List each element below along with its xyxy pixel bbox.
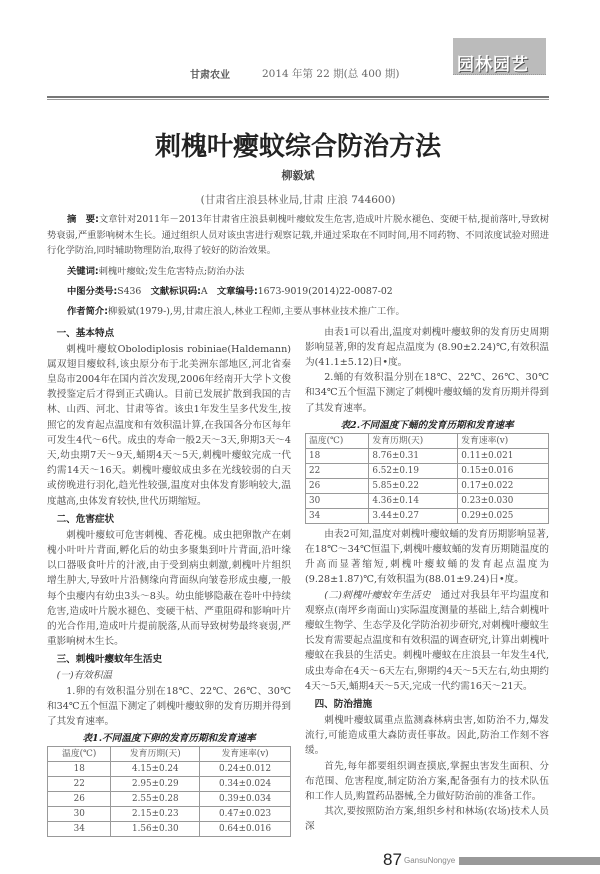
table-cell: 0.34±0.024 xyxy=(200,777,291,792)
table-cell: 0.24±0.012 xyxy=(200,762,291,777)
column-logo-text: 园林园艺 xyxy=(457,55,529,75)
author-intro xyxy=(47,304,549,319)
article-author: 柳毅斌 xyxy=(281,169,315,182)
doc-code-label: 文献标识码: xyxy=(150,285,201,297)
table-cell: 0.11±0.021 xyxy=(458,448,549,463)
page-number: 87 xyxy=(383,850,402,870)
table-header-row xyxy=(306,433,549,448)
table-row xyxy=(306,493,549,508)
table-cell: 26 xyxy=(306,478,369,493)
table-1 xyxy=(47,746,291,837)
table-row xyxy=(48,777,291,792)
table-caption: 表1.不同温度下卵的发育历期和发育速率 xyxy=(82,733,256,745)
paragraph-text: 通过对我县年平均温度和观察点(南坪乡南面山)实际温度测量的基础上,结合刺槐叶瘿蚊生物学、生态学及化学防治初步研究,对刺槐叶瘿蚊生长发育需要起点温度和有效积温的调查研究,计算出刺槐叶瘿蚊在我县的生活史。刺槐叶瘿蚊在庄浪县一年发生4代,成虫寿命在4天～6天左右,卵期约4天～5天左右,幼虫期约4天～5天,蛹期4天～5天,完成一代约需16天～21天。 xyxy=(305,589,549,692)
paragraph: 刺槐叶瘿蚊可危害刺槐、香花槐。成虫把卵散产在刺槐小叶叶片背面,孵化后的幼虫多聚集到叶片背面,沿叶缘以口器吸食叶片的汁液,由于受到病虫刺激,刺槐叶片组织增生肿大,导致叶片沿侧缘向背面纵向皱卷形成虫瘿,一般每个虫瘿内有幼虫3头～8头。幼虫能够隐蔽在卷叶中持续危害,造成叶片脱水褪色、变硬干枯、严重阻碍和影响叶片的光合作用,造成叶片提前脱落,从而导致树势最终衰弱,严重影响树木生长。 xyxy=(47,529,291,648)
paragraph: 1.卵的有效积温分别在18℃、22℃、26℃、30℃和34℃五个恒温下测定了刺槐叶瘿蚊卵的发育历期并得到了其发育速率。 xyxy=(47,685,291,727)
table-cell: 30 xyxy=(306,493,369,508)
table-cell: 0.64±0.016 xyxy=(200,822,291,837)
table-cell: 2.95±0.29 xyxy=(111,777,200,792)
table-row xyxy=(306,478,549,493)
abstract xyxy=(47,212,549,259)
table-row xyxy=(48,807,291,822)
journal-name: 甘肃农业 xyxy=(190,70,230,81)
table-row xyxy=(306,448,549,463)
paragraph xyxy=(305,588,549,694)
table-cell: 2.15±0.23 xyxy=(111,807,200,822)
table-cell: 34 xyxy=(306,508,369,523)
table-cell: 1.56±0.30 xyxy=(111,822,200,837)
paragraph: 2.蛹的有效积温分别在18℃、22℃、26℃、30℃和34℃五个恒温下测定了刺槐叶瘿蚊蛹的发育历期并得到了其发育速率。 xyxy=(305,372,549,414)
table-cell: 0.23±0.030 xyxy=(458,493,549,508)
table-cell: 5.85±0.22 xyxy=(369,478,458,493)
table-cell: 6.52±0.19 xyxy=(369,463,458,478)
column-logo xyxy=(453,38,546,75)
keywords-text: 刺槐叶瘿蚊;发生危害特点;防治办法 xyxy=(98,265,245,277)
header-rule xyxy=(47,96,549,100)
paragraph: 首先,每年都要组织调查摸底,掌握虫害发生面积、分布范围、危害程度,制定防治方案,配备强有力的技术队伍和工作人员,购置药品器械,全力做好防治前的准备工作。 xyxy=(305,760,549,802)
table-row xyxy=(306,463,549,478)
table-cell: 8.76±0.31 xyxy=(369,448,458,463)
classification xyxy=(47,284,549,299)
footer-bar xyxy=(459,857,600,865)
table-row xyxy=(48,822,291,837)
page-footer xyxy=(47,850,549,874)
paragraph: 其次,要按照防治方案,组织乡村和林场(农场)技术人员深 xyxy=(305,806,549,833)
article-no-value: 1673-9019(2014)22-0087-02 xyxy=(257,285,393,297)
table-2 xyxy=(305,433,549,524)
paragraph: 由表1可以看出,温度对刺槐叶瘿蚊卵的发育历史周期影响显著,卵的发育起点温度为 (8.90±2.24)℃,有效积温为(41.1±5.12)日•度。 xyxy=(305,326,549,368)
doc-code-value: A xyxy=(200,285,208,297)
paragraph: 刺槐叶瘿蚊属重点监测森林病虫害,如防治不力,爆发流行,可能造成重大森防责任事故。因此,防治工作刻不容缓。 xyxy=(305,714,549,757)
table-cell: 0.29±0.025 xyxy=(458,508,549,523)
table-cell: 34 xyxy=(48,822,111,837)
subsection-heading: (一)有效积温 xyxy=(56,670,113,682)
left-column xyxy=(47,325,291,841)
issue-info: 2014 年第 22 期(总 400 期) xyxy=(262,68,400,80)
table-header: 发育速率(v) xyxy=(458,433,549,448)
table-cell: 26 xyxy=(48,792,111,807)
table-cell: 0.15±0.016 xyxy=(458,463,549,478)
keywords xyxy=(47,264,549,279)
table-cell: 0.39±0.034 xyxy=(200,792,291,807)
table-row xyxy=(48,762,291,777)
right-column xyxy=(305,325,549,835)
keywords-label: 关键词: xyxy=(67,265,99,277)
section-heading: 四、防治措施 xyxy=(314,698,373,710)
section-heading: 二、危害症状 xyxy=(56,513,115,525)
table-cell: 0.17±0.022 xyxy=(458,478,549,493)
table-row xyxy=(306,508,549,523)
section-heading: 一、基本特点 xyxy=(56,327,115,339)
body-columns xyxy=(47,325,549,841)
table-cell: 18 xyxy=(306,448,369,463)
clc-value: S436 xyxy=(117,285,142,297)
table-caption: 表2.不同温度下蛹的发育历期和发育速率 xyxy=(340,419,514,431)
subsection-heading: (二)刺槐叶瘿蚊年生活史 xyxy=(324,589,431,601)
table-header: 温度(℃) xyxy=(306,433,369,448)
table-cell: 18 xyxy=(48,762,111,777)
table-cell: 30 xyxy=(48,807,111,822)
table-cell: 4.15±0.24 xyxy=(111,762,200,777)
paragraph: 由表2可知,温度对刺槐叶瘿蚊蛹的发育历期影响显著,在18℃～34℃恒温下,刺槐叶瘿蚊蛹的发育历期随温度的升高而显著缩短,刺槐叶瘿蚊蛹的发育起点温度为(9.28±1.87)℃,有效积温为(88.01±9.24)日•度。 xyxy=(305,528,549,586)
abstract-text: 文章针对2011年－2013年甘肃省庄浪县刺槐叶瘿蚊发生危害,造成叶片脱水褪色、变硬干枯,提前落叶,导致树势衰弱,严重影响树木生长。通过组织人员对该虫害进行观察记载,并通过采取在不同时间,用不同药物、不同浓度试验对照进行化学防治,同时辅助物理防治,取得了较好的防治效果。 xyxy=(47,214,550,256)
author-intro-text: 柳毅斌(1979-),男,甘肃庄浪人,林业工程师,主要从事林业技术推广工作。 xyxy=(107,305,405,317)
clc-label: 中图分类号: xyxy=(67,285,118,297)
article-body xyxy=(47,130,549,874)
abstract-label: 摘 要: xyxy=(67,214,99,225)
table-cell: 22 xyxy=(306,463,369,478)
table-cell: 3.44±0.27 xyxy=(369,508,458,523)
table-header: 温度(℃) xyxy=(48,747,111,762)
table-row xyxy=(48,792,291,807)
table-header-row xyxy=(48,747,291,762)
footer-journal-name: GansuNongye xyxy=(404,856,456,866)
table-cell: 0.47±0.023 xyxy=(200,807,291,822)
article-no-label: 文章编号: xyxy=(216,285,258,297)
author-affiliation: (甘肃省庄浪县林业局,甘肃 庄浪 744600) xyxy=(200,194,396,206)
table-header: 发育历期(天) xyxy=(369,433,458,448)
table-header: 发育历期(天) xyxy=(111,747,200,762)
paragraph: 刺槐叶瘿蚊Obolodiplosis robiniae(Haldemann)属双翅目瘿蚊科,该虫原分布于北美洲东部地区,河北省秦皇岛市2004年在国内首次发现,2006年经南开大学卜文俊教授鉴定后才得到正式确认。目前已发展扩散到我国的吉林、山西、河北、甘肃等省。该虫1年发生呈多代发生,按照它的发育起点温度和有效积温计算,在我国各分布区每年可发生4代～6代。成虫的寿命一般2天～3天,卵期3天～4天,幼虫期7天～9天,蛹期4天～5天,刺槐叶瘿蚊完成一代约需14天～16天。刺槐叶瘿蚊成虫多在光线较弱的白天或傍晚进行羽化,趋光性较强,温度对虫体发育影响较大,温度越高,虫体发育较快,世代历期缩短。 xyxy=(47,343,291,507)
table-header: 发育速率(v) xyxy=(200,747,291,762)
author-intro-label: 作者简介: xyxy=(67,305,108,317)
table-cell: 4.36±0.14 xyxy=(369,493,458,508)
table-cell: 2.55±0.28 xyxy=(111,792,200,807)
section-heading: 三、刺槐叶瘿蚊年生活史 xyxy=(56,654,163,666)
table-cell: 22 xyxy=(48,777,111,792)
article-title: 刺槐叶瘿蚊综合防治方法 xyxy=(154,132,441,162)
